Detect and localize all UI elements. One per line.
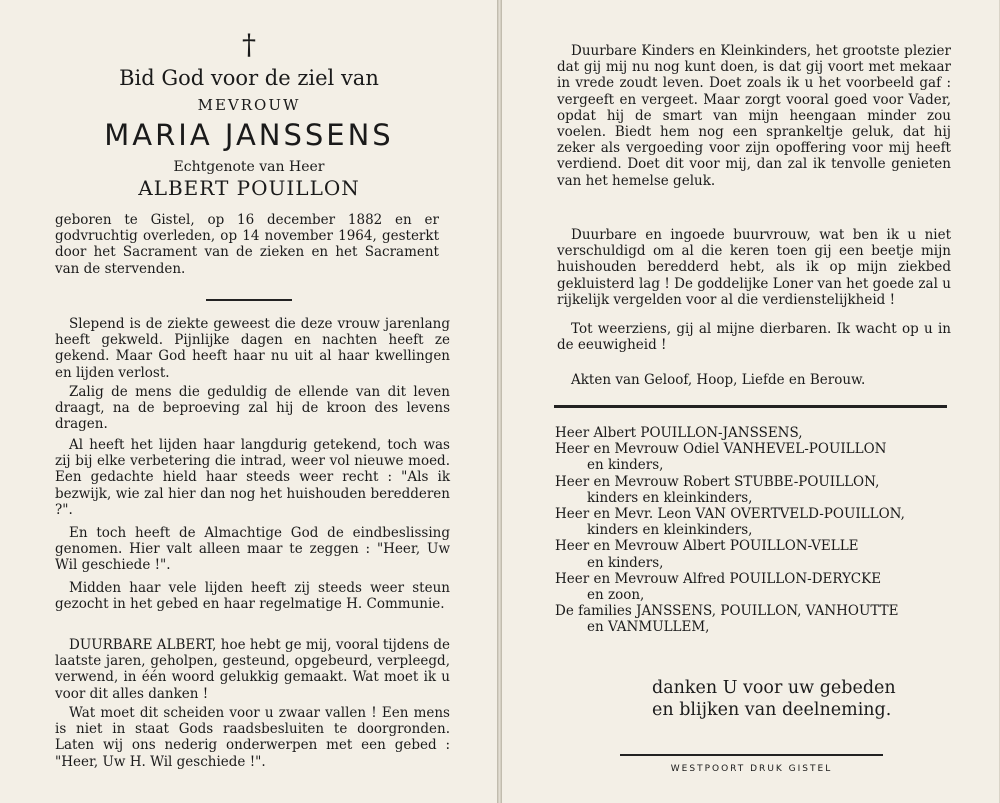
title-line: MEVROUW bbox=[197, 96, 301, 114]
family-list bbox=[555, 425, 950, 636]
invocation-line: Bid God voor de ziel van bbox=[119, 66, 379, 90]
divider-printer bbox=[620, 754, 883, 756]
family-entry-main: Heer en Mevr. Leon VAN OVERTVELD-POUILLON, bbox=[555, 506, 905, 523]
family-entry-main: Heer en Mevrouw Odiel VANHEVEL-POUILLON bbox=[555, 441, 887, 458]
story-paragraph-7: Wat moet dit scheiden voor u zwaar vallen ! Een mens is niet in staat Gods raadsbesluiten te doorgronden. Laten wij ons nederig onderwerpen met een gebed : "Heer, Uw H. Wil geschiede !". bbox=[55, 705, 450, 770]
family-entry bbox=[555, 425, 950, 441]
family-entry bbox=[555, 474, 950, 506]
family-entry-sub: en kinders, bbox=[587, 457, 664, 474]
story-paragraph-4: En toch heeft de Almachtige God de eindbeslissing genomen. Hier valt alleen maar te zeggen : "Heer, Uw Wil geschiede !". bbox=[55, 525, 450, 574]
family-entry-main: Heer en Mevrouw Alfred POUILLON-DERYCKE bbox=[555, 570, 882, 587]
cross-symbol: † bbox=[242, 28, 256, 61]
story-paragraph-6: DUURBARE ALBERT, hoe hebt ge mij, vooral tijdens de laatste jaren, geholpen, gesteund, opgebeurd, verpleegd, verwend, in één woord gelukkig gemaakt. Wat moet ik u voor dit alles danken ! bbox=[55, 637, 450, 702]
children-paragraph: Duurbare Kinders en Kleinkinders, het grootste plezier dat gij mij nu nog kunt doen, is dat gij voort met mekaar in vrede zoudt leven. Doet zoals ik u het voorbeeld gaf : vergeeft en vergeet. Maar zorgt vooral goed voor Vader, opdat hij de smart van mijn heengaan minder zou voelen. Biedt hem nog een sprankeltje geluk, dat hij zeker als vergoeding voor zijn opoffering voor mij heeft verdiend. Doet dit voor mij, dan zal ik tenvolle genieten van het hemelse geluk. bbox=[557, 43, 951, 189]
family-entry-main: De families JANSSENS, POUILLON, VANHOUTTE bbox=[555, 603, 899, 620]
family-entry-sub: en zoon, bbox=[587, 587, 645, 604]
farewell-paragraph: Tot weerziens, gij al mijne dierbaren. Ik wacht op u in de eeuwigheid ! bbox=[557, 321, 951, 354]
family-entry-main: Heer Albert POUILLON-JANSSENS, bbox=[555, 425, 803, 441]
family-entry bbox=[555, 603, 950, 635]
story-paragraph-3: Al heeft het lijden haar langdurig getekend, toch was zij bij elke verbetering die intrad, weer vol nieuwe moed. Een gedachte hield haar steeds weer recht : "Als ik bezwijk, wie zal hier dan nog het huishouden beredderen ?". bbox=[55, 437, 450, 518]
divider-long bbox=[554, 405, 947, 408]
family-entry bbox=[555, 441, 950, 473]
family-entry bbox=[555, 538, 950, 570]
printer-credit: WESTPOORT DRUK GISTEL bbox=[670, 764, 833, 774]
spouse-name: ALBERT POUILLON bbox=[138, 176, 360, 200]
family-entry-main: Heer en Mevrouw Albert POUILLON-VELLE bbox=[555, 538, 859, 555]
spouse-line: Echtgenote van Heer bbox=[173, 159, 325, 175]
family-entry-sub: kinders en kleinkinders, bbox=[587, 489, 753, 506]
family-entry-sub: en kinders, bbox=[587, 554, 664, 571]
birth-death-paragraph: geboren te Gistel, op 16 december 1882 en er godvruchtig overleden, op 14 november 1964, gesterkt door het Sacrament van de zieken en het Sacrament van de stervenden. bbox=[55, 212, 439, 277]
deceased-name: MARIA JANSSENS bbox=[104, 118, 394, 152]
family-entry-main: Heer en Mevrouw Robert STUBBE-POUILLON, bbox=[555, 473, 880, 490]
acts-line: Akten van Geloof, Hoop, Liefde en Berouw. bbox=[571, 372, 866, 388]
divider-small bbox=[206, 299, 292, 301]
family-entry bbox=[555, 571, 950, 603]
story-paragraph-1: Slepend is de ziekte geweest die deze vrouw jarenlang heeft gekweld. Pijnlijke dagen en nachten heeft ze gekend. Maar God heeft haar nu uit al haar kwellingen en lijden verlost. bbox=[55, 316, 450, 381]
story-paragraph-2: Zalig de mens die geduldig de ellende van dit leven draagt, na de beproeving zal hij de kroon des levens dragen. bbox=[55, 384, 450, 433]
family-entry-sub: en VANMULLEM, bbox=[587, 619, 710, 636]
thanks-line-2: en blijken van deelneming. bbox=[652, 700, 892, 720]
story-paragraph-5: Midden haar vele lijden heeft zij steeds weer steun gezocht in het gebed en haar regelmatige H. Communie. bbox=[55, 580, 450, 613]
thanks-line-1: danken U voor uw gebeden bbox=[652, 678, 896, 698]
thanks-block bbox=[652, 677, 952, 721]
neighbour-paragraph: Duurbare en ingoede buurvrouw, wat ben ik u niet verschuldigd om al die keren toen gij een beetje mijn huishouden beredderd hebt, als ik op mijn ziekbed gekluisterd lag ! De goddelijke Loner van het goede zal u rijkelijk vergelden voor al die verdienstelijkheid ! bbox=[557, 227, 951, 308]
family-entry bbox=[555, 506, 950, 538]
family-entry-sub: kinders en kleinkinders, bbox=[587, 522, 753, 539]
